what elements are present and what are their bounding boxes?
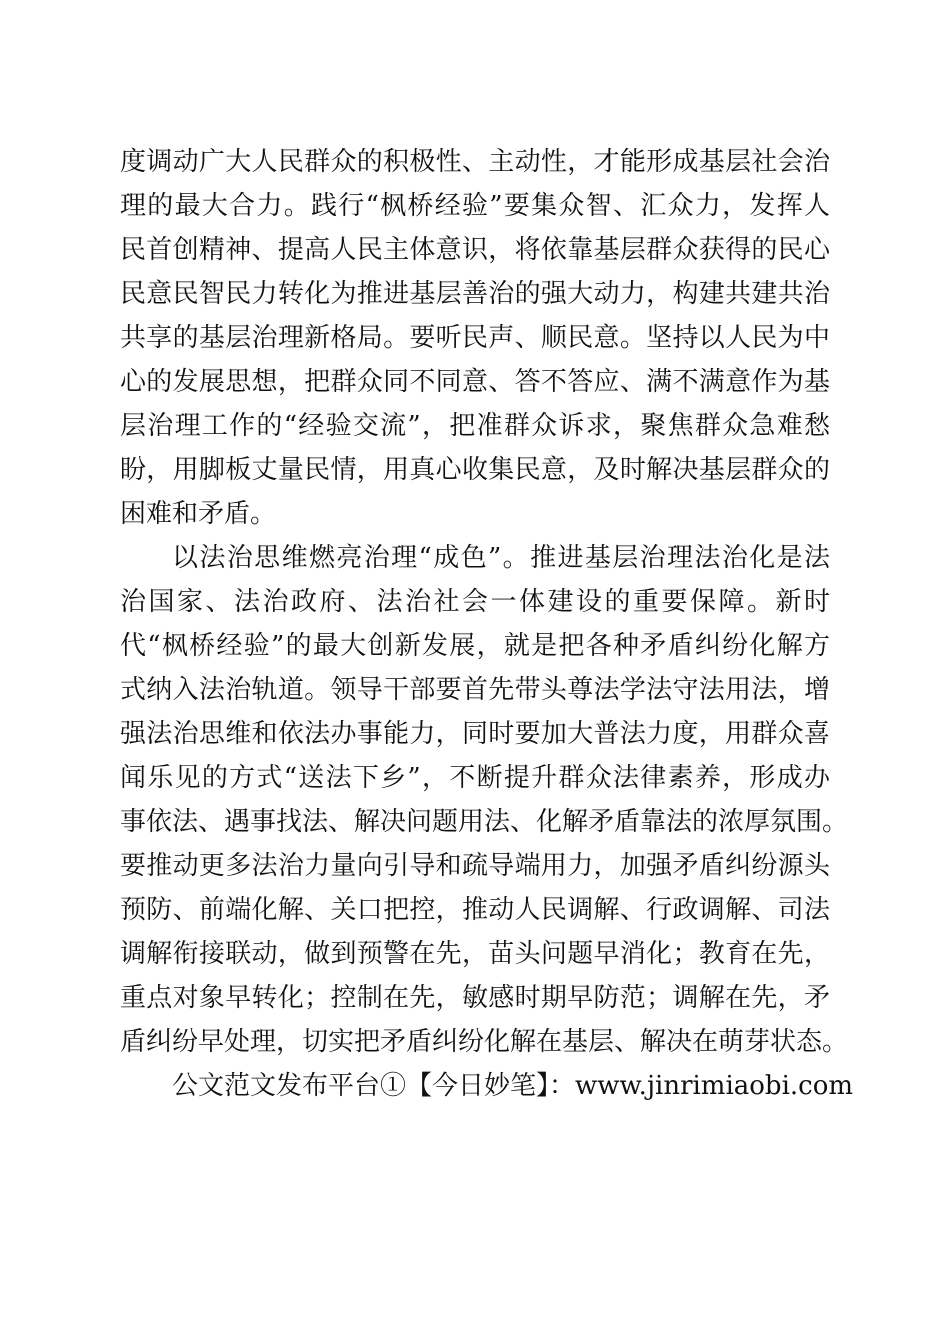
text-line: 层治理工作的“经验交流”，把准群众诉求，聚焦群众急难愁 (120, 411, 830, 441)
text-line: 闻乐见的方式“送法下乡”，不断提升群众法律素养，形成办 (120, 763, 830, 793)
text-line: 盼，用脚板丈量民情，用真心收集民意，及时解决基层群众的 (120, 455, 830, 485)
source-footer-line: 公文范文发布平台①【今日妙笔】：www.jinrimiaobi.com (172, 1071, 854, 1101)
text-line: 重点对象早转化；控制在先，敏感时期早防范；调解在先，矛 (120, 983, 830, 1013)
text-line: 事依法、遇事找法、解决问题用法、化解矛盾靠法的浓厚氛围。 (120, 807, 849, 837)
text-line: 式纳入法治轨道。领导干部要首先带头尊法学法守法用法，增 (120, 675, 830, 705)
text-line: 理的最大合力。践行“枫桥经验”要集众智、汇众力，发挥人 (120, 191, 830, 221)
text-line: 困难和矛盾。 (120, 499, 277, 529)
text-line: 代“枫桥经验”的最大创新发展，就是把各种矛盾纠纷化解方 (120, 631, 830, 661)
text-line: 盾纠纷早处理，切实把矛盾纠纷化解在基层、解决在萌芽状态。 (120, 1027, 849, 1057)
paragraph-start-line: 以法治思维燃亮治理“成色”。推进基层治理法治化是法 (172, 543, 830, 573)
text-line: 调解衔接联动，做到预警在先，苗头问题早消化；教育在先， (120, 939, 830, 969)
text-line: 民首创精神、提高人民主体意识，将依靠基层群众获得的民心 (120, 235, 830, 265)
text-line: 预防、前端化解、关口把控，推动人民调解、行政调解、司法 (120, 895, 830, 925)
text-line: 心的发展思想，把群众同不同意、答不答应、满不满意作为基 (120, 367, 830, 397)
text-line: 共享的基层治理新格局。要听民声、顺民意。坚持以人民为中 (120, 323, 830, 353)
text-line: 强法治思维和依法办事能力，同时要加大普法力度，用群众喜 (120, 719, 830, 749)
text-line: 要推动更多法治力量向引导和疏导端用力，加强矛盾纠纷源头 (120, 851, 830, 881)
text-line: 治国家、法治政府、法治社会一体建设的重要保障。新时 (120, 587, 830, 617)
document-body (120, 140, 854, 1108)
text-line: 度调动广大人民群众的积极性、主动性，才能形成基层社会治 (120, 147, 830, 177)
text-line: 民意民智民力转化为推进基层善治的强大动力，构建共建共治 (120, 279, 830, 309)
